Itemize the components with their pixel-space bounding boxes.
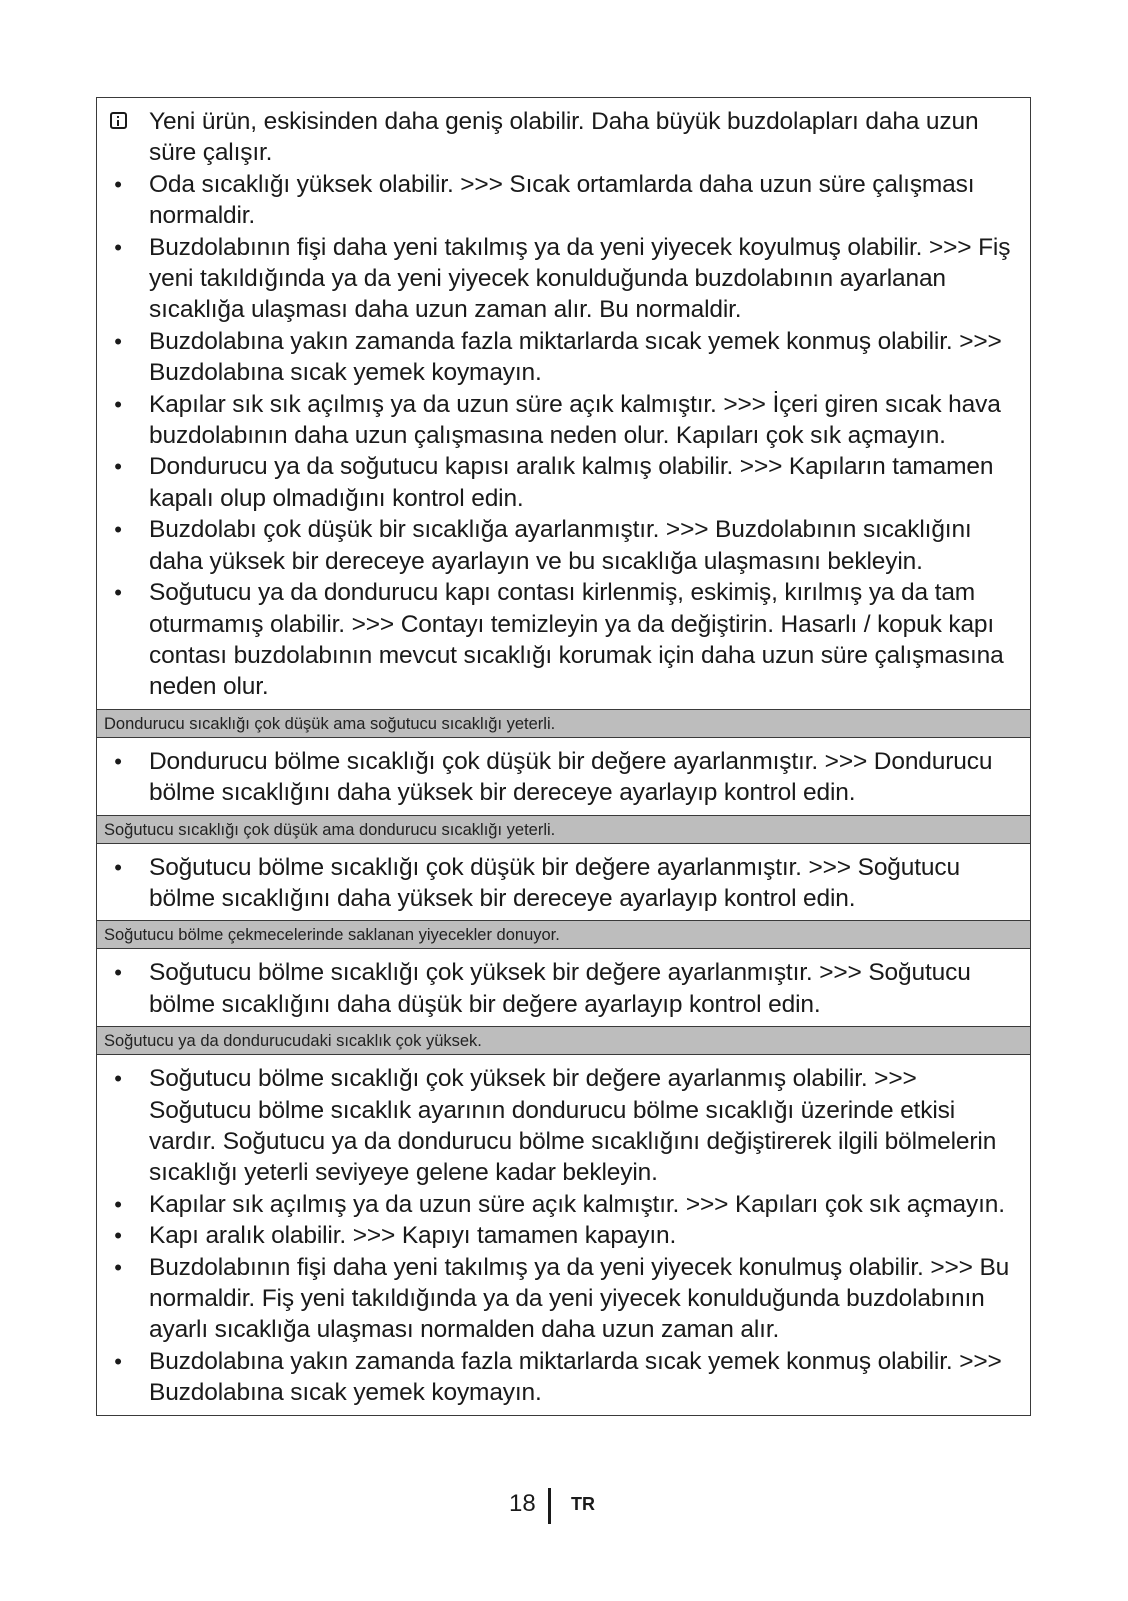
list-item: [107, 1063, 1020, 1189]
item-text: Soğutucu bölme sıcaklığı çok düşük bir değere ayarlanmıştır. >>> Soğutucu bölme sıcaklığını daha yüksek bir dereceye ayarlayıp kontrol edin.: [149, 853, 960, 912]
item-text: Kapı aralık olabilir. >>> Kapıyı tamamen kapayın.: [149, 1222, 677, 1250]
troubleshooting-table: [96, 97, 1031, 1416]
bullet-icon: •: [114, 1191, 122, 1217]
bullet-icon: •: [114, 854, 122, 880]
bullet-icon: •: [114, 391, 122, 417]
list-item: [107, 577, 1020, 703]
item-text: Kapılar sık sık açılmış ya da uzun süre açık kalmıştır. >>> İçeri giren sıcak hava buzdolabının daha uzun çalışmasına neden olur. Kapıları çok sık açmayın.: [149, 390, 1001, 450]
section-header: Soğutucu sıcaklığı çok düşük ama dondurucu sıcaklığı yeterli.: [97, 815, 1030, 844]
list-item: [107, 1346, 1020, 1409]
page-footer: [0, 1488, 1128, 1524]
bullet-icon: •: [114, 454, 122, 480]
bullet-icon: •: [114, 1223, 122, 1249]
list-item: [107, 389, 1020, 452]
list-item: [107, 514, 1020, 577]
section-header: Soğutucu bölme çekmecelerinde saklanan yiyecekler donuyor.: [97, 920, 1030, 949]
item-text: Buzdolabının fişi daha yeni takılmış ya da yeni yiyecek konulmuş olabilir. >>> Bu normaldir. Fiş yeni takıldığında ya da yeni yiyecek konulduğunda buzdolabının ayarlı sıcaklığa ulaşması normalden daha uzun zaman alır.: [149, 1253, 1010, 1344]
bullet-icon: •: [114, 748, 122, 774]
section-body: [97, 98, 1030, 709]
footer-divider: [548, 1488, 551, 1524]
list-item: [107, 1252, 1020, 1346]
list-item: [107, 326, 1020, 389]
item-text: Buzdolabının fişi daha yeni takılmış ya da yeni yiyecek koyulmuş olabilir. >>> Fiş yeni takıldığında ya da yeni yiyecek konulduğunda buzdolabının ayarlanan sıcaklığa ulaşması daha uzun zaman alır. Bu normaldir.: [149, 233, 1011, 324]
bullet-icon: •: [114, 960, 122, 986]
language-code: TR: [571, 1494, 595, 1514]
list-item: [107, 957, 1020, 1020]
list-item: [107, 852, 1020, 915]
list-item: [107, 1189, 1020, 1220]
bullet-icon: •: [114, 1254, 122, 1280]
bullet-icon: •: [114, 517, 122, 543]
item-text: Oda sıcaklığı yüksek olabilir. >>> Sıcak ortamlarda daha uzun süre çalışması normaldir.: [149, 170, 975, 230]
marker: [107, 106, 129, 137]
section-body: [97, 949, 1030, 1026]
item-text: Dondurucu ya da soğutucu kapısı aralık kalmış olabilir. >>> Kapıların tamamen kapalı olup olmadığını kontrol edin.: [149, 453, 994, 512]
item-text: Buzdolabına yakın zamanda fazla miktarlarda sıcak yemek konmuş olabilir. >>> Buzdolabına sıcak yemek koymayın.: [149, 1347, 1002, 1407]
section-header: Soğutucu ya da dondurucudaki sıcaklık çok yüksek.: [97, 1026, 1030, 1055]
bullet-icon: •: [114, 580, 122, 606]
section-body: [97, 1055, 1030, 1414]
item-text: Soğutucu ya da dondurucu kapı contası kirlenmiş, eskimiş, kırılmış ya da tam oturmamış olabilir. >>> Contayı temizleyin ya da değiştirin. Hasarlı / kopuk kapı contası buzdolabının mevcut sıcaklığı korumak için daha uzun süre çalışmasına neden olur.: [149, 579, 1004, 701]
item-text: Buzdolabı çok düşük bir sıcaklığa ayarlanmıştır. >>> Buzdolabının sıcaklığını daha yüksek bir dereceye ayarlayın ve bu sıcaklığa ulaşmasını bekleyin.: [149, 516, 972, 575]
item-text: Buzdolabına yakın zamanda fazla miktarlarda sıcak yemek konmuş olabilir. >>> Buzdolabına sıcak yemek koymayın.: [149, 327, 1002, 387]
section-header: Dondurucu sıcaklığı çok düşük ama soğutucu sıcaklığı yeterli.: [97, 709, 1030, 738]
list-item: [107, 106, 1020, 169]
bullet-icon: •: [114, 1066, 122, 1092]
item-text: Soğutucu bölme sıcaklığı çok yüksek bir değere ayarlanmış olabilir. >>> Soğutucu bölme sıcaklık ayarının dondurucu bölme sıcaklığı üzerinde etkisi vardır. Soğutucu ya da dondurucu bölme sıcaklığını değiştirerek ilgili bölmelerin sıcaklığı yeterli seviyeye gelene kadar bekleyin.: [149, 1065, 997, 1187]
page-number: 18: [509, 1490, 536, 1517]
section-body: [97, 844, 1030, 921]
bullet-icon: •: [114, 328, 122, 354]
bullet-icon: •: [114, 1348, 122, 1374]
bullet-icon: •: [114, 171, 122, 197]
list-item: [107, 451, 1020, 514]
list-item: [107, 232, 1020, 326]
list-item: [107, 746, 1020, 809]
item-text: Dondurucu bölme sıcaklığı çok düşük bir değere ayarlanmıştır. >>> Dondurucu bölme sıcaklığını daha yüksek bir dereceye ayarlayıp kontrol edin.: [149, 747, 993, 807]
section-body: [97, 738, 1030, 815]
list-item: [107, 1220, 1020, 1251]
item-text: Kapılar sık açılmış ya da uzun süre açık kalmıştır. >>> Kapıları çok sık açmayın.: [149, 1190, 1005, 1218]
item-text: Soğutucu bölme sıcaklığı çok yüksek bir değere ayarlanmıştır. >>> Soğutucu bölme sıcaklığını daha düşük bir değere ayarlayıp kontrol edin.: [149, 959, 971, 1018]
item-text: Yeni ürün, eskisinden daha geniş olabilir. Daha büyük buzdolapları daha uzun süre çalışır.: [149, 108, 979, 167]
info-icon: [110, 112, 127, 129]
bullet-icon: •: [114, 234, 122, 260]
list-item: [107, 169, 1020, 232]
